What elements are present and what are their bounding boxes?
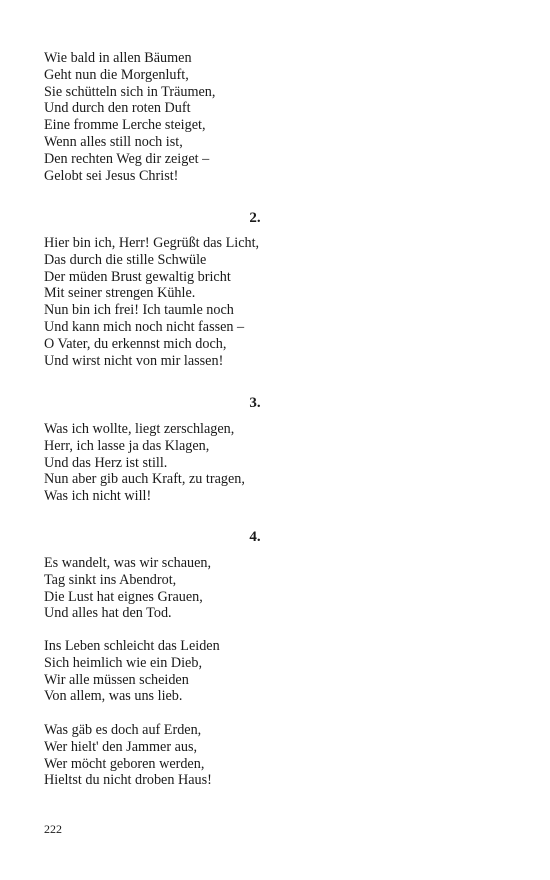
stanza-intro <box>44 50 504 184</box>
verse-line: Hieltst du nicht droben Haus! <box>44 772 212 789</box>
stanza-section-3 <box>44 421 504 505</box>
verse-line: Gelobt sei Jesus Christ! <box>44 167 179 184</box>
verse-line: Geht nun die Morgenluft, <box>44 66 189 83</box>
verse-line: Sie schütteln sich in Träumen, <box>44 83 216 100</box>
verse-line: Und das Herz ist still. <box>44 454 168 471</box>
verse-line: Was gäb es doch auf Erden, <box>44 722 202 738</box>
verse-line: Und durch den roten Duft <box>44 100 191 117</box>
verse-line: Herr, ich lasse ja das Klagen, <box>44 437 210 454</box>
section-number-2: 2. <box>249 210 261 226</box>
verse-line: Mit seiner strengen Kühle. <box>44 285 196 302</box>
verse-line: Der müden Brust gewaltig bricht <box>44 268 231 285</box>
page-number: 222 <box>44 822 62 836</box>
verse-line: Und kann mich noch nicht fassen – <box>44 318 245 335</box>
verse-line: O Vater, du erkennst mich doch, <box>44 335 227 352</box>
verse-line: Nun bin ich frei! Ich taumle noch <box>44 302 234 319</box>
verse-line: Und alles hat den Tod. <box>44 605 172 622</box>
section-number-3: 3. <box>249 395 261 411</box>
verse-line: Wer hielt' den Jammer aus, <box>44 738 198 755</box>
verse-line: Nun aber gib auch Kraft, zu tragen, <box>44 471 245 488</box>
section-number-4: 4. <box>249 529 261 545</box>
verse-line: Sich heimlich wie ein Dieb, <box>44 654 202 671</box>
verse-line: Eine fromme Lerche steiget, <box>44 117 206 134</box>
verse-line: Tag sinkt ins Abendrot, <box>44 571 177 588</box>
verse-line: Von allem, was uns lieb. <box>44 688 183 705</box>
verse-line: Was ich nicht will! <box>44 488 152 505</box>
stanza-section-2 <box>44 235 504 369</box>
verse-line: Das durch die stille Schwüle <box>44 251 207 268</box>
verse-line: Es wandelt, was wir schauen, <box>44 555 212 571</box>
stanza-section-4c <box>44 722 504 789</box>
stanza-section-4b <box>44 638 504 705</box>
verse-line: Wer möcht geboren werden, <box>44 755 205 772</box>
verse-line: Wenn alles still noch ist, <box>44 133 183 150</box>
verse-line: Die Lust hat eignes Grauen, <box>44 588 203 605</box>
verse-line: Und wirst nicht von mir lassen! <box>44 352 224 369</box>
verse-line: Hier bin ich, Herr! Gegrüßt das Licht, <box>44 235 260 251</box>
verse-line: Den rechten Weg dir zeiget – <box>44 150 210 167</box>
stanza-section-4a <box>44 555 504 622</box>
verse-line: Was ich wollte, liegt zerschlagen, <box>44 421 235 437</box>
verse-line: Ins Leben schleicht das Leiden <box>44 638 220 654</box>
verse-line: Wie bald in allen Bäumen <box>44 50 192 66</box>
verse-line: Wir alle müssen scheiden <box>44 671 189 688</box>
